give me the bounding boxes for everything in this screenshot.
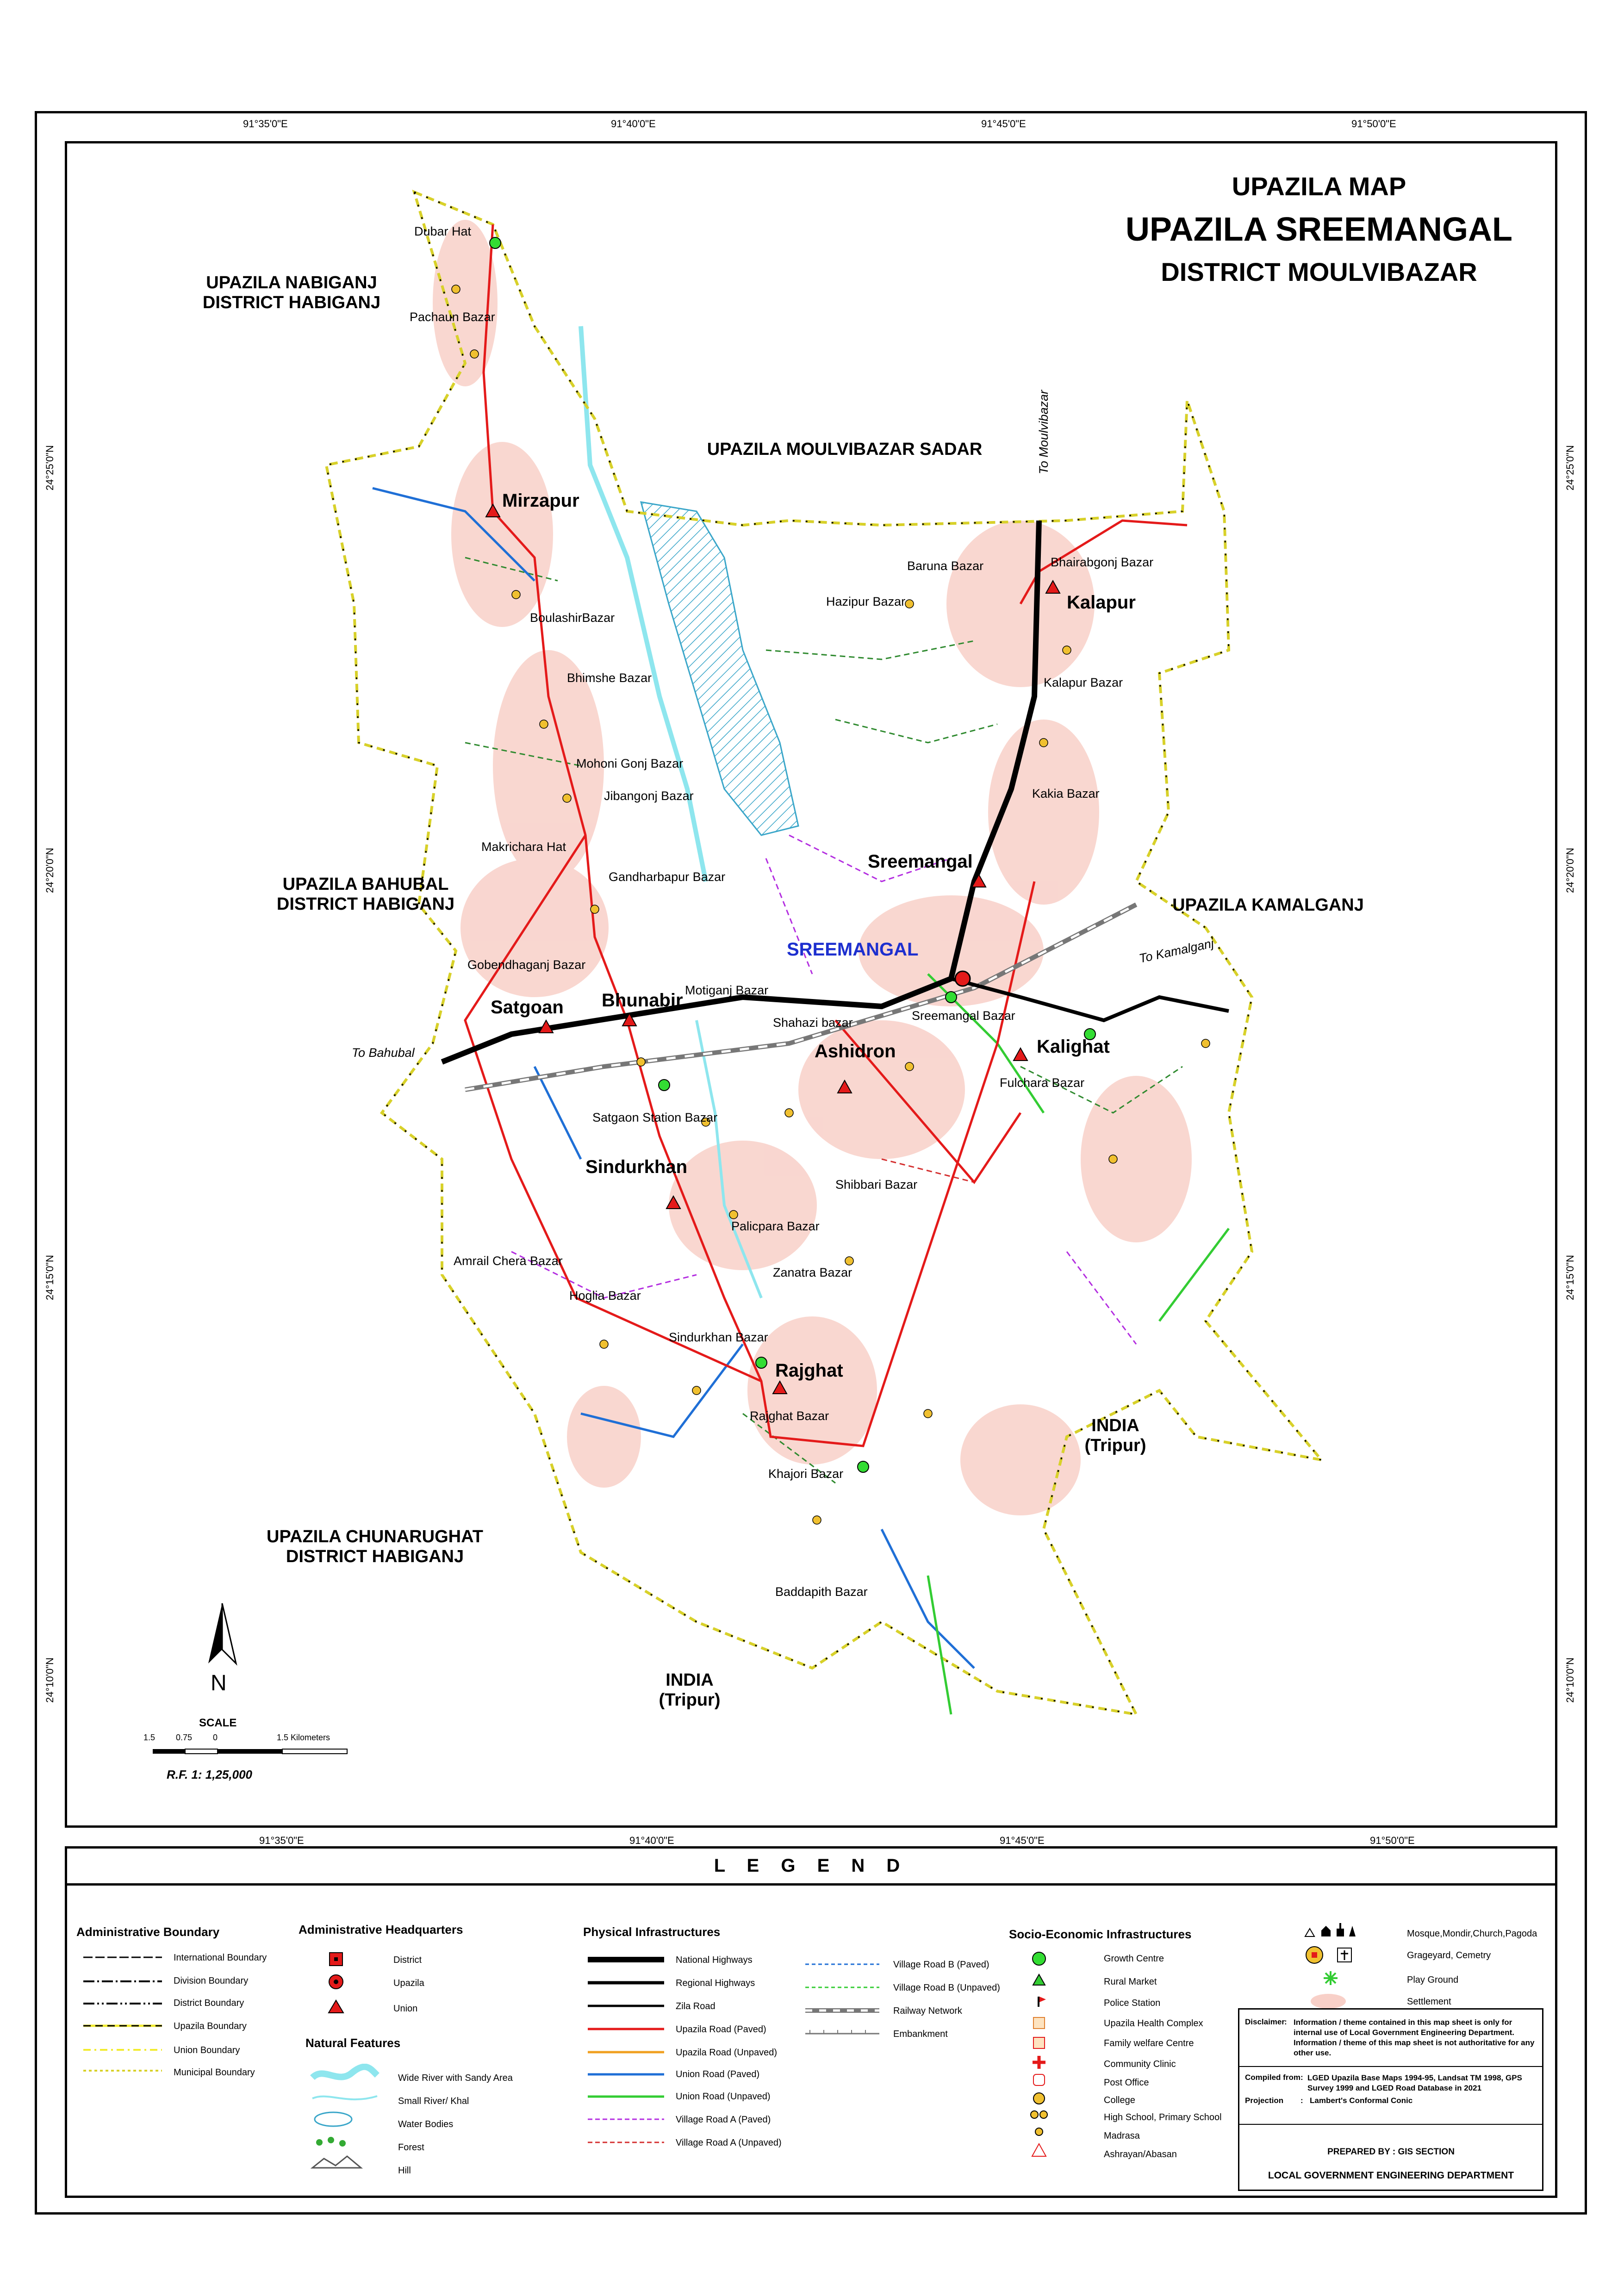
upazila-hq-marker: [955, 971, 970, 986]
legend-upazila-boundary: Upazila Boundary: [174, 2021, 247, 2031]
neighbour-chunarughat: [241, 1527, 509, 1567]
neighbour-india-south-line1: INDIA: [666, 1670, 714, 1690]
legend-physical-heading: Physical Infrastructures: [583, 1925, 721, 1939]
settlement-areas: [433, 220, 1192, 1515]
legend-division-boundary: Division Boundary: [174, 1976, 249, 1986]
legend-upazila-road-paved: Upazila Road (Paved): [676, 2024, 766, 2035]
coord-right-3: 24°15'0"N: [1564, 1255, 1576, 1300]
legend-village-road-b-paved: Village Road B (Paved): [893, 1960, 989, 1970]
label-to-kamalganj: To Kamalganj: [1138, 936, 1215, 966]
market-sindurkhan-bazar: Sindurkhan Bazar: [669, 1330, 768, 1344]
legend-schools: High School, Primary School: [1104, 2112, 1222, 2122]
neighbour-india-south-line2: (Tripur): [659, 1690, 721, 1710]
union-kalighat: Kalighat: [1037, 1036, 1110, 1057]
scale-bar-graphic: [153, 1749, 347, 1754]
market-pachaun-bazar: Pachaun Bazar: [410, 310, 495, 324]
legend-post-office: Post Office: [1104, 2078, 1149, 2088]
legend-madrasa: Madrasa: [1104, 2131, 1140, 2141]
market-gandharbapur-bazar: Gandharbapur Bazar: [609, 870, 726, 884]
neighbour-moulvibazar-sadar: UPAZILA MOULVIBAZAR SADAR: [707, 440, 983, 459]
legend-small-river: Small River/ Khal: [398, 2096, 469, 2106]
coord-right-1: 24°25'0"N: [1564, 445, 1576, 490]
neighbour-india-south: [639, 1670, 740, 1710]
market-zanatra-bazar: Zanatra Bazar: [773, 1266, 852, 1279]
legend-regional-highways: Regional Highways: [676, 1978, 755, 1988]
market-boulashirbazar: BoulashirBazar: [530, 611, 615, 625]
map-canvas: [67, 143, 1555, 1825]
prepared-by: PREPARED BY : GIS SECTION: [1327, 2147, 1455, 2157]
market-amrail-chera-bazar: Amrail Chera Bazar: [454, 1254, 563, 1268]
coord-left-2: 24°20'0"N: [44, 848, 56, 893]
label-to-bahubal: To Bahubal: [352, 1046, 415, 1060]
legend-village-road-a-unpaved: Village Road A (Unpaved): [676, 2138, 782, 2148]
neighbour-nabiganj-line1: UPAZILA NABIGANJ: [206, 273, 377, 292]
neighbour-bahubal: [245, 875, 486, 914]
union-satgoan: Satgoan: [491, 997, 564, 1018]
market-shibbari-bazar: Shibbari Bazar: [835, 1178, 918, 1191]
legend-road-symbols-2: [805, 1960, 884, 2052]
coord-left-3: 24°15'0"N: [44, 1255, 56, 1300]
map-frame: [65, 141, 1557, 1828]
legend-district-boundary: District Boundary: [174, 1998, 244, 2008]
legend-settlement: Settlement: [1407, 1997, 1451, 2007]
neighbour-kamalganj: UPAZILA KAMALGANJ: [1172, 895, 1364, 915]
legend-water-bodies: Water Bodies: [398, 2119, 454, 2129]
legend-municipal-boundary: Municipal Boundary: [174, 2067, 255, 2078]
market-baruna-bazar: Baruna Bazar: [907, 559, 984, 573]
union-ashidron: Ashidron: [815, 1041, 896, 1061]
legend-village-road-a-paved: Village Road A (Paved): [676, 2115, 771, 2125]
legend-natural-heading: Natural Features: [305, 2036, 401, 2050]
neighbour-chunarughat-line2: DISTRICT HABIGANJ: [286, 1547, 464, 1566]
map-title-line3: DISTRICT MOULVIBAZAR: [1161, 257, 1477, 286]
legend-upazila-road-unpaved: Upazila Road (Unpaved): [676, 2048, 778, 2058]
legend-title: L E G E N D: [65, 1846, 1557, 1886]
coord-left-4: 24°10'0"N: [44, 1657, 56, 1703]
legend-ashrayan: Ashrayan/Abasan: [1104, 2149, 1177, 2159]
scale-title: SCALE: [199, 1717, 237, 1729]
legend-village-road-b-unpaved: Village Road B (Unpaved): [893, 1983, 1000, 1993]
legend-college: College: [1104, 2095, 1135, 2105]
legend-embankment: Embankment: [893, 2029, 948, 2039]
market-rajghat-bazar: Rajghat Bazar: [750, 1409, 829, 1423]
legend-road-symbols: [588, 1955, 666, 2172]
market-gobendhaganj-bazar: Gobendhaganj Bazar: [467, 958, 586, 972]
legend-admin-boundary-heading: Administrative Boundary: [76, 1925, 220, 1939]
coord-left-1: 24°25'0"N: [44, 445, 56, 490]
scale-rf: R.F. 1: 1,25,000: [167, 1768, 252, 1781]
legend-union-road-paved: Union Road (Paved): [676, 2069, 760, 2079]
legend-railway-network: Railway Network: [893, 2006, 962, 2016]
department-name: LOCAL GOVERNMENT ENGINEERING DEPARTMENT: [1268, 2170, 1514, 2181]
projection-label: Projection: [1245, 2096, 1284, 2105]
legend-natural-symbols: [310, 2064, 380, 2184]
legend-hq-symbols: [324, 1950, 352, 2024]
legend-international-boundary: International Boundary: [174, 1953, 267, 1963]
coord-bottom-3: 91°45'0"E: [1000, 1835, 1045, 1846]
coord-bottom-1: 91°35'0"E: [259, 1835, 304, 1846]
disclaimer-text: Information / theme contained in this map sheet is only for internal use of Local Government Engineering Department. Information / theme of this map sheet is not authoritative for any other use.: [1294, 2018, 1535, 2057]
upazila-hq-label: SREEMANGAL: [787, 939, 919, 960]
scale-tick-2: 0.75: [176, 1733, 193, 1742]
label-to-moulvibazar: To Moulvibazar: [1037, 390, 1051, 474]
legend-socio-symbols-2: [1300, 1920, 1388, 2013]
coord-top-4: 91°50'0"E: [1351, 118, 1396, 130]
legend-graveyard: Grageyard, Cemetry: [1407, 1950, 1491, 1961]
neighbour-bahubal-line1: UPAZILA BAHUBAL: [282, 875, 449, 894]
legend-socio-symbols: [1027, 1950, 1055, 2200]
coord-right-4: 24°10'0"N: [1564, 1657, 1576, 1703]
disclaimer-divider-2: [1239, 2124, 1543, 2125]
legend-boundary-symbols: [83, 1953, 167, 2091]
scale-tick-3: 0: [213, 1733, 218, 1742]
neighbour-bahubal-line2: DISTRICT HABIGANJ: [276, 894, 455, 914]
compiled-text: LGED Upazila Base Maps 1994-95, Landsat TM 1998, GPS Survey 1999 and LGED Road Database in 2021: [1307, 2073, 1522, 2092]
legend-union-boundary: Union Boundary: [174, 2045, 240, 2055]
market-makrichara-hat: Makrichara Hat: [481, 840, 566, 854]
coord-top-3: 91°45'0"E: [981, 118, 1026, 130]
legend-play-ground: Play Ground: [1407, 1975, 1459, 1985]
market-mohoni-gonj-bazar: Mohoni Gonj Bazar: [576, 757, 684, 770]
market-khajori-bazar: Khajori Bazar: [768, 1467, 844, 1481]
legend-religious-places: Mosque,Mondir,Church,Pagoda: [1407, 1929, 1537, 1939]
projection-text: Lambert's Conformal Conic: [1310, 2096, 1413, 2105]
union-bhunabir: Bhunabir: [602, 990, 683, 1011]
neighbour-india-east: [1064, 1416, 1166, 1456]
market-kakia-bazar: Kakia Bazar: [1032, 787, 1100, 800]
union-sreemangal: Sreemangal: [868, 851, 973, 872]
neighbour-india-east-line1: INDIA: [1091, 1416, 1139, 1435]
market-kalapur-bazar: Kalapur Bazar: [1044, 676, 1123, 689]
coord-bottom-2: 91°40'0"E: [629, 1835, 674, 1846]
union-kalapur: Kalapur: [1067, 592, 1136, 613]
legend-upazila: Upazila: [393, 1978, 424, 1988]
legend-national-highways: National Highways: [676, 1955, 753, 1965]
disclaimer-label: Disclaimer: [1245, 2017, 1285, 2026]
market-satgaon-station-bazar: Satgaon Station Bazar: [592, 1111, 718, 1124]
coord-right-2: 24°20'0"N: [1564, 848, 1576, 893]
legend-district: District: [393, 1955, 422, 1965]
market-jibangonj-bazar: Jibangonj Bazar: [604, 789, 694, 803]
legend-hill: Hill: [398, 2166, 411, 2176]
market-bhairabgonj-bazar: Bhairabgonj Bazar: [1051, 555, 1154, 569]
map-title-line2: UPAZILA SREEMANGAL: [1126, 211, 1512, 248]
coord-top-2: 91°40'0"E: [611, 118, 656, 130]
water-body: [641, 502, 798, 835]
scale-tick-1: 1.5: [143, 1733, 156, 1742]
legend-community-clinic: Community Clinic: [1104, 2059, 1176, 2069]
legend-zila-road: Zila Road: [676, 2001, 716, 2011]
legend-health-complex: Upazila Health Complex: [1104, 2018, 1203, 2029]
market-hazipur-bazar: Hazipur Bazar: [826, 595, 906, 608]
legend-socio-heading: Socio-Economic Infrastructures: [1009, 1927, 1192, 1941]
market-sreemangal-bazar: Sreemangal Bazar: [912, 1009, 1015, 1023]
legend-union-road-unpaved: Union Road (Unpaved): [676, 2091, 771, 2102]
legend-union: Union: [393, 2004, 418, 2014]
market-motiganj-bazar: Motiganj Bazar: [685, 983, 769, 997]
market-baddapith-bazar: Baddapith Bazar: [775, 1585, 868, 1599]
legend-admin-hq-heading: Administrative Headquarters: [299, 1923, 463, 1936]
union-mirzapur: Mirzapur: [502, 490, 579, 511]
neighbour-nabiganj: [176, 273, 407, 313]
market-dubar-hat: Dubar Hat: [414, 224, 472, 238]
market-shahazi-bazar: Shahazi bazar: [773, 1016, 853, 1030]
legend-growth-centre: Growth Centre: [1104, 1954, 1164, 1964]
neighbour-chunarughat-line1: UPAZILA CHUNARUGHAT: [267, 1527, 483, 1546]
legend-police-station: Police Station: [1104, 1998, 1161, 2008]
legend-family-welfare: Family welfare Centre: [1104, 2038, 1194, 2048]
map-title-line1: UPAZILA MAP: [1232, 172, 1406, 201]
market-bhimshe-bazar: Bhimshe Bazar: [567, 671, 652, 685]
compiled-label: Compiled from: [1245, 2073, 1300, 2082]
legend-wide-river: Wide River with Sandy Area: [398, 2073, 513, 2083]
disclaimer-divider-1: [1239, 2066, 1543, 2067]
north-arrow-label: N: [211, 1671, 227, 1695]
legend-forest: Forest: [398, 2142, 424, 2153]
neighbour-india-east-line2: (Tripur): [1084, 1436, 1146, 1455]
legend-rural-market: Rural Market: [1104, 1977, 1157, 1987]
coord-top-1: 91°35'0"E: [243, 118, 288, 130]
north-arrow-graphic: [208, 1603, 236, 1663]
scale-tick-4: 1.5 Kilometers: [277, 1733, 330, 1742]
union-sindurkhan: Sindurkhan: [585, 1157, 688, 1177]
market-fulchara-bazar: Fulchara Bazar: [1000, 1076, 1085, 1090]
market-palicpara-bazar: Palicpara Bazar: [731, 1219, 820, 1233]
union-rajghat: Rajghat: [775, 1360, 843, 1381]
coord-bottom-4: 91°50'0"E: [1370, 1835, 1415, 1846]
market-hoglia-bazar: Hoglia Bazar: [569, 1289, 641, 1303]
neighbour-nabiganj-line2: DISTRICT HABIGANJ: [202, 293, 381, 312]
